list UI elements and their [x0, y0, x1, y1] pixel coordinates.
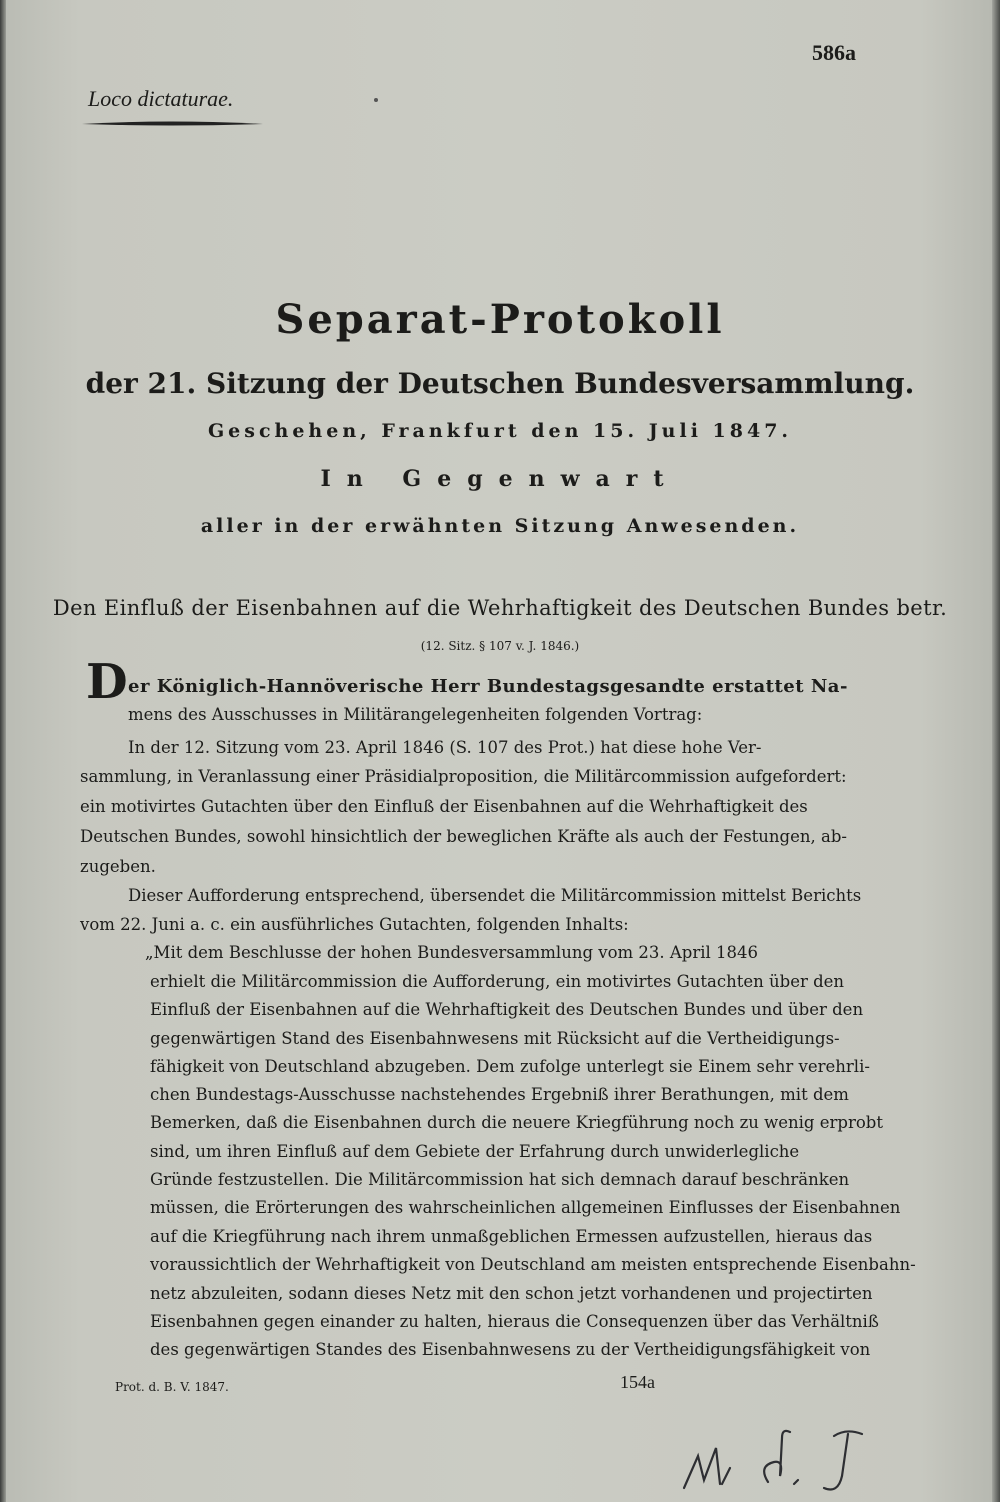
quote-line: „Mit dem Beschlusse der hohen Bundesversammlung vom 23. April 1846: [145, 943, 759, 962]
quote-line: Eisenbahnen gegen einander zu halten, hieraus die Consequenzen über das Verhältniß: [150, 1312, 879, 1331]
quote-line: Einfluß der Eisenbahnen auf die Wehrhaftigkeit des Deutschen Bundes und über den: [150, 1000, 864, 1019]
quote-line: netz abzuleiten, sodann dieses Netz mit den schon jetzt vorhandenen und projectirten: [150, 1284, 873, 1303]
body-line: Dieser Aufforderung entsprechend, übersendet die Militärcommission mittelst Berichts: [128, 886, 862, 905]
drop-cap: D: [86, 654, 128, 710]
quote-line: Bemerken, daß die Eisenbahnen durch die neuere Kriegführung noch zu wenig erprobt: [150, 1113, 883, 1132]
footer-source: Prot. d. B. V. 1847.: [115, 1380, 229, 1394]
page-number: 586a: [812, 40, 856, 65]
body-line: In der 12. Sitzung vom 23. April 1846 (S. 107 des Prot.) hat diese hohe Ver-: [128, 738, 762, 757]
quote-line: voraussichtlich der Wehrhaftigkeit von Deutschland am meisten entsprechende Eisenbahn-: [150, 1255, 916, 1274]
page-edge-left: [0, 0, 6, 1502]
document-title: Separat-Protokoll: [275, 296, 725, 343]
section-heading: Den Einfluß der Eisenbahnen auf die Wehrhaftigkeit des Deutschen Bundes betr.: [52, 596, 948, 620]
body-line: ein motivirtes Gutachten über den Einfluß der Eisenbahnen auf die Wehrhaftigkeit des: [80, 797, 808, 816]
quote-line: erhielt die Militärcommission die Aufforderung, ein motivirtes Gutachten über den: [150, 972, 845, 991]
quote-line: gegenwärtigen Stand des Eisenbahnwesens mit Rücksicht auf die Vertheidigungs-: [150, 1029, 840, 1048]
body-line: Deutschen Bundes, sowohl hinsichtlich der beweglichen Kräfte als auch der Festungen, ab-: [80, 827, 847, 846]
quote-line: sind, um ihren Einfluß auf dem Gebiete der Erfahrung durch unwiderlegliche: [150, 1142, 800, 1161]
page-edge-right: [992, 0, 1000, 1502]
quote-line: Gründe festzustellen. Die Militärcommission hat sich demnach darauf beschränken: [150, 1170, 850, 1189]
quote-line: des gegenwärtigen Standes des Eisenbahnwesens zu der Vertheidigungsfähigkeit von: [150, 1340, 871, 1359]
body-line: er Königlich-Hannöverische Herr Bundestagsgesandte erstattet Na-: [128, 676, 848, 697]
marginal-rule: [80, 118, 265, 128]
quote-line: fähigkeit von Deutschland abzugeben. Dem zufolge unterlegt sie Einem sehr verehrli-: [150, 1057, 870, 1076]
body-line: sammlung, in Veranlassung einer Präsidialproposition, die Militärcommission aufgefordert:: [80, 767, 847, 786]
body-line: vom 22. Juni a. c. ein ausführliches Gutachten, folgenden Inhalts:: [80, 915, 629, 934]
attendees-line: aller in der erwähnten Sitzung Anwesenden.: [200, 515, 800, 537]
footer-signature: 154a: [620, 1372, 655, 1392]
dateline: Geschehen, Frankfurt den 15. Juli 1847.: [207, 420, 793, 442]
section-reference: (12. Sitz. § 107 v. J. 1846.): [420, 639, 580, 653]
body-line: zugeben.: [80, 857, 156, 876]
marginal-note: Loco dictaturae.: [88, 86, 234, 111]
body-line: mens des Ausschusses in Militärangelegenheiten folgenden Vortrag:: [128, 705, 703, 724]
ink-speck: [374, 98, 378, 102]
handwritten-initials: [676, 1418, 886, 1498]
quote-line: müssen, die Erörterungen des wahrscheinlichen allgemeinen Einflusses der Eisenbahnen: [150, 1198, 901, 1217]
quote-line: chen Bundestags-Ausschusse nachstehendes Ergebniß ihrer Berathungen, mit dem: [150, 1085, 849, 1104]
quote-line: auf die Kriegführung nach ihrem unmaßgeblichen Ermessen aufzustellen, hieraus das: [150, 1227, 873, 1246]
presence-line: In Gegenwart: [320, 466, 680, 492]
document-subtitle: der 21. Sitzung der Deutschen Bundesversammlung.: [85, 367, 915, 400]
